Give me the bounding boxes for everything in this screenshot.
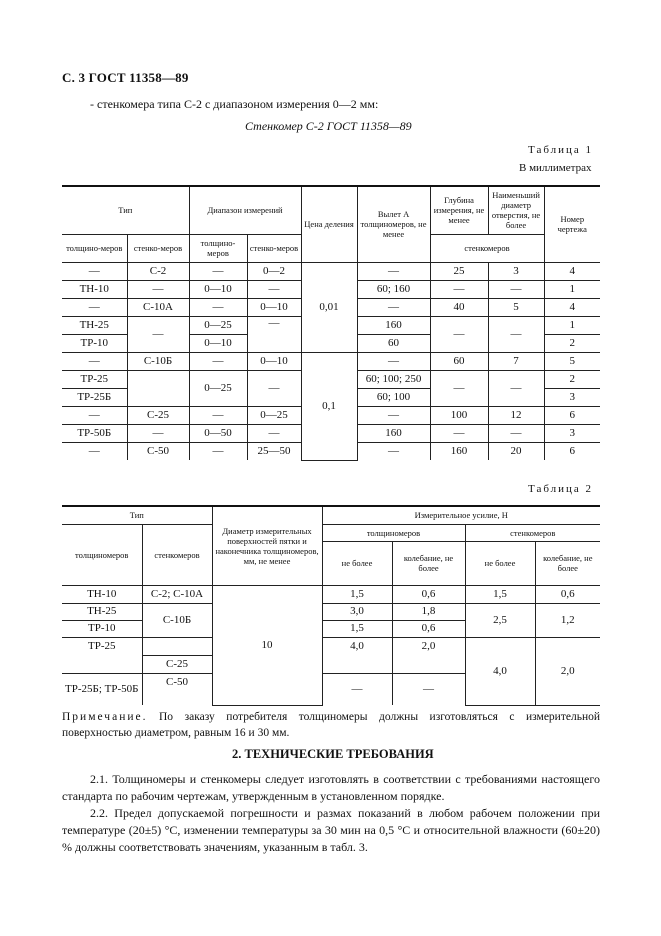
- t1-cell: 5: [488, 298, 544, 316]
- t2-cell: С-25: [142, 655, 212, 673]
- t1-price-0-01: 0,01: [301, 262, 357, 352]
- note-text: По заказу потребителя толщиномеры должны изготовляться с измерительной поверхностью диаметром, равным 16 и 30 мм.: [62, 711, 600, 739]
- t1-cell: —: [247, 424, 301, 442]
- t2-cell: 1,8: [392, 603, 465, 620]
- t1-header-num: Номер чертежа: [544, 186, 600, 262]
- t2-cell: ТР-25Б; ТР-50Б: [62, 673, 142, 705]
- t1-cell: —: [488, 316, 544, 352]
- t2-header-wcol: стенкомеров: [465, 524, 600, 541]
- t1-cell: 0—10: [247, 352, 301, 370]
- t1-cell: —: [127, 316, 189, 352]
- t2-header-type: Тип: [62, 506, 212, 524]
- t1-cell: ТН-10: [62, 280, 127, 298]
- t1-cell: [127, 388, 189, 406]
- t1-cell: 0—25: [247, 406, 301, 424]
- t2-header-wall: стенкомеров: [142, 524, 212, 585]
- t2-cell: ТН-10: [62, 585, 142, 603]
- t1-cell: 6: [544, 406, 600, 424]
- t2-header-force: Измерительное усилие, Н: [322, 506, 600, 524]
- t1-cell: —: [430, 316, 488, 352]
- t1-cell: —: [247, 316, 301, 334]
- t1-cell: 4: [544, 262, 600, 280]
- t1-cell: 60; 100; 250: [357, 370, 430, 388]
- t1-cell: 1: [544, 280, 600, 298]
- t1-cell: —: [357, 406, 430, 424]
- t2-cell: —: [392, 673, 465, 705]
- t1-cell: 3: [544, 388, 600, 406]
- intro-text: - стенкомера типа С-2 с диапазоном измерения 0—2 мм:: [90, 97, 379, 111]
- t1-cell: —: [189, 406, 247, 424]
- t2-header-var: колебание, не более: [392, 541, 465, 585]
- t1-cell: [127, 370, 189, 388]
- table1-label: Таблица 1: [528, 144, 594, 156]
- t2-cell: 4,0: [465, 637, 535, 705]
- t1-cell: —: [430, 280, 488, 298]
- t2-cell: 4,0: [322, 637, 392, 655]
- t2-cell: ТН-25: [62, 603, 142, 620]
- t1-cell: —: [430, 424, 488, 442]
- t1-cell: 7: [488, 352, 544, 370]
- table-2: [62, 505, 600, 706]
- t1-header-wall: стенко-меров: [127, 234, 189, 262]
- t1-cell: —: [357, 442, 430, 460]
- t1-cell: —: [127, 424, 189, 442]
- t2-cell: [142, 637, 212, 655]
- t1-cell: ТР-50Б: [62, 424, 127, 442]
- t2-cell: 2,0: [392, 637, 465, 655]
- t1-cell: 25—50: [247, 442, 301, 460]
- page-header: С. 3 ГОСТ 11358—89: [62, 70, 189, 85]
- t2-cell: С-2; С-10А: [142, 585, 212, 603]
- t1-cell: 4: [544, 298, 600, 316]
- t1-cell: С-25: [127, 406, 189, 424]
- t1-cell: —: [62, 442, 127, 460]
- t2-cell: 0,6: [535, 585, 600, 603]
- t2-header-max2: не более: [465, 541, 535, 585]
- t2-cell: С-10Б: [142, 603, 212, 637]
- t1-header-type: Тип: [62, 186, 189, 234]
- t1-cell: ТР-25: [62, 370, 127, 388]
- t1-header-range: Диапазон измерений: [189, 186, 301, 234]
- t1-cell: —: [62, 262, 127, 280]
- t2-cell: 1,5: [322, 585, 392, 603]
- t1-header-diam: Наименьший диаметр отверстия, не более: [488, 186, 544, 234]
- t1-cell: 25: [430, 262, 488, 280]
- t1-cell: [247, 334, 301, 352]
- t1-header-thick2: толщино-меров: [189, 234, 247, 262]
- t1-cell: 60; 100: [357, 388, 430, 406]
- t1-header-walls: стенкомеров: [430, 234, 544, 262]
- t1-cell: 0—2: [247, 262, 301, 280]
- t1-cell: —: [189, 262, 247, 280]
- t2-cell: 1,5: [465, 585, 535, 603]
- t2-header-diam: Диаметр измерительных поверхностей пятки и наконечника толщиномеров, мм, не менее: [212, 506, 322, 585]
- t1-header-price: Цена деления: [301, 186, 357, 262]
- t1-cell: 20: [488, 442, 544, 460]
- t1-cell: 0—25: [189, 370, 247, 406]
- t1-cell: —: [357, 262, 430, 280]
- t1-cell: 2: [544, 370, 600, 388]
- t1-cell: 100: [430, 406, 488, 424]
- t1-cell: —: [189, 442, 247, 460]
- t2-cell: [322, 655, 392, 673]
- table2-label: Таблица 2: [528, 483, 594, 495]
- t1-cell: 160: [357, 424, 430, 442]
- t2-cell: 1,2: [535, 603, 600, 637]
- t1-cell: —: [189, 298, 247, 316]
- t1-cell: С-2: [127, 262, 189, 280]
- t2-cell: 1,5: [322, 620, 392, 637]
- t2-header-var2: колебание, не более: [535, 541, 600, 585]
- t1-cell: 5: [544, 352, 600, 370]
- t1-cell: 40: [430, 298, 488, 316]
- t2-cell: [392, 655, 465, 673]
- t2-cell: ТР-25: [62, 637, 142, 673]
- t1-cell: ТР-25Б: [62, 388, 127, 406]
- t1-cell: С-10Б: [127, 352, 189, 370]
- t1-cell: 0—10: [247, 298, 301, 316]
- t1-header-depth: Глубина измерения, не менее: [430, 186, 488, 234]
- t1-header-wall2: стенко-меров: [247, 234, 301, 262]
- t2-cell: С-50: [142, 673, 212, 705]
- table-1: [62, 185, 600, 461]
- t1-cell: —: [357, 298, 430, 316]
- t1-cell: ТР-10: [62, 334, 127, 352]
- t2-header-max: не более: [322, 541, 392, 585]
- t1-cell: 1: [544, 316, 600, 334]
- t1-cell: 160: [430, 442, 488, 460]
- t2-cell: ТР-10: [62, 620, 142, 637]
- t2-header-thick: толщиномеров: [62, 524, 142, 585]
- t1-header-reach: Вылет A толщиномеров, не менее: [357, 186, 430, 262]
- designation-caption: Стенкомер С-2 ГОСТ 11358—89: [245, 119, 412, 133]
- t1-cell: —: [488, 424, 544, 442]
- note-label: Примечание.: [62, 711, 148, 723]
- t1-cell: —: [247, 280, 301, 298]
- t1-cell: С-50: [127, 442, 189, 460]
- t1-cell: ТН-25: [62, 316, 127, 334]
- t1-cell: 6: [544, 442, 600, 460]
- t1-header-thick: толщино-меров: [62, 234, 127, 262]
- t2-cell: 2,5: [465, 603, 535, 637]
- t1-cell: 3: [544, 424, 600, 442]
- t1-cell: 60: [430, 352, 488, 370]
- t1-cell: 60: [357, 334, 430, 352]
- t1-cell: С-10А: [127, 298, 189, 316]
- t1-cell: 0—50: [189, 424, 247, 442]
- t2-cell: 3,0: [322, 603, 392, 620]
- section-title: 2. ТЕХНИЧЕСКИЕ ТРЕБОВАНИЯ: [232, 747, 434, 761]
- t1-cell: 12: [488, 406, 544, 424]
- t1-cell: —: [488, 370, 544, 406]
- t1-cell: —: [430, 370, 488, 406]
- paragraph-2-1: 2.1. Толщиномеры и стенкомеры следует изготовлять в соответствии с требованиями настоящего стандарта по рабочим чертежам, утвержденным в установленном порядке.: [62, 772, 600, 803]
- t1-cell: —: [189, 352, 247, 370]
- table2-note: [62, 709, 600, 741]
- t1-cell: 60; 160: [357, 280, 430, 298]
- t1-cell: 2: [544, 334, 600, 352]
- t1-cell: 3: [488, 262, 544, 280]
- t2-cell: —: [322, 673, 392, 705]
- t1-cell: —: [488, 280, 544, 298]
- t1-cell: —: [62, 298, 127, 316]
- t1-cell: 0—10: [189, 280, 247, 298]
- t2-diam-value: 10: [212, 585, 322, 705]
- t1-price-0-1: 0,1: [301, 352, 357, 460]
- t1-cell: —: [247, 370, 301, 406]
- t2-header-tcol: толщиномеров: [322, 524, 465, 541]
- t1-cell: 160: [357, 316, 430, 334]
- t1-cell: 0—25: [189, 316, 247, 334]
- t1-cell: —: [357, 352, 430, 370]
- t2-cell: 0,6: [392, 620, 465, 637]
- t2-cell: 2,0: [535, 637, 600, 705]
- table1-units: В миллиметрах: [519, 162, 592, 174]
- t1-cell: —: [62, 406, 127, 424]
- t1-cell: —: [62, 352, 127, 370]
- t1-cell: 0—10: [189, 334, 247, 352]
- t1-cell: —: [127, 280, 189, 298]
- t2-cell: 0,6: [392, 585, 465, 603]
- paragraph-2-2: 2.2. Предел допускаемой погрешности и размах показаний в любом рабочем положении при температуре (20±5) °С, изменении температуры за 30 мин на 0,5 °С и относительной влажности (60±20) % должны соответствовать значениям, указанным в табл. 3.: [62, 806, 600, 854]
